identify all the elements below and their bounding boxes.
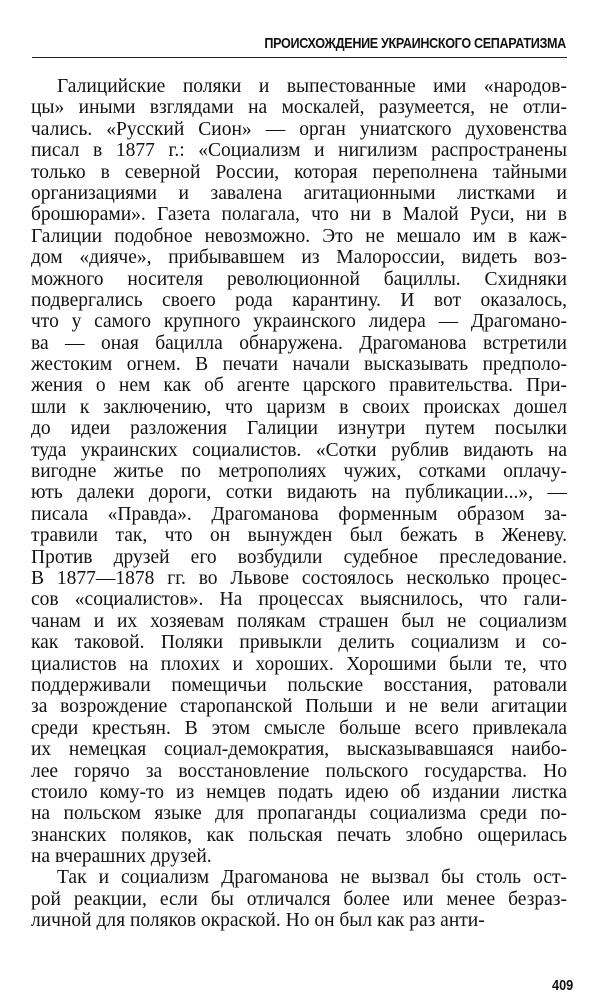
- text-line: жестоким огнем. В печати начали высказывать предполо-: [31, 354, 567, 376]
- text-line: подвергались своего рода карантину. И вот оказалось,: [31, 289, 567, 311]
- text-line: за возрождение старопанской Польши и не вели агитации: [31, 696, 567, 718]
- text-line: на вчерашних друзей.: [31, 846, 212, 868]
- text-line: среди крестьян. В этом смысле больше всего привлекала: [31, 717, 567, 739]
- text-line: туда украинских социалистов. «Сотки рублив видають на: [31, 439, 567, 461]
- text-line: шли к заключению, что царизм в своих происках дошел: [31, 396, 567, 418]
- body-text: [31, 76, 567, 932]
- text-line: личной для поляков окраской. Но он был как раз анти-: [31, 910, 485, 932]
- text-line: можного носителя революционной бациллы. Схидняки: [31, 268, 567, 290]
- text-line: что у самого крупного украинского лидера — Драгомано-: [31, 311, 567, 333]
- text-line: на польском языке для пропаганды социализма среди по-: [31, 803, 567, 825]
- paragraph: [31, 76, 567, 867]
- text-line: сов «социалистов». На процессах выяснилось, что гали-: [31, 589, 567, 611]
- text-line: циалистов на плохих и хороших. Хорошими были те, что: [31, 653, 567, 675]
- text-line: только в северной России, которая переполнена тайными: [31, 161, 567, 183]
- text-line: вигодне житье по метрополиях чужих, сотками оплачу-: [31, 461, 567, 483]
- text-line: ють далеки дороги, сотки видають на публикации...», —: [31, 482, 567, 504]
- text-line: писала «Правда». Драгоманова форменным образом за-: [31, 503, 567, 525]
- text-line: дом «дияче», прибывавшем из Малороссии, видеть воз-: [31, 247, 567, 269]
- text-line: рой реакции, если бы отличался более или менее безраз-: [31, 888, 567, 910]
- text-line: их немецкая социал-демократия, высказывавшаяся наибо-: [31, 739, 567, 761]
- text-line: лее горячо за восстановление польского государства. Но: [31, 760, 567, 782]
- text-line: как таковой. Поляки привыкли делить социализм и со-: [31, 632, 567, 654]
- text-line: Так и социализм Драгоманова не вызвал бы столь ост-: [57, 867, 567, 889]
- text-line: Галиции подобное невозможно. Это не мешало им в каж-: [31, 225, 567, 247]
- text-line: стоило кому-то из немцев подать идею об издании листка: [31, 781, 567, 803]
- text-line: Галицийские поляки и выпестованные ими «народов-: [57, 76, 567, 97]
- running-head: ПРОИСХОЖДЕНИЕ УКРАИНСКОГО СЕПАРАТИЗМА: [264, 35, 566, 52]
- text-line: травили так, что он вынужден был бежать в Женеву.: [31, 525, 567, 547]
- paragraph: [31, 867, 567, 931]
- text-line: знанских поляков, как польская печать злобно ощерилась: [31, 824, 567, 846]
- text-line: поддерживали помещичьи польские восстания, ратовали: [31, 674, 567, 696]
- text-line: до идеи разложения Галиции изнутри путем посылки: [31, 418, 567, 440]
- text-line: цы» иными взглядами на москалей, разумеется, не отли-: [31, 97, 567, 119]
- text-line: жения о нем как об агенте царского правительства. При-: [31, 375, 567, 397]
- text-line: организациями и завалена агитационными листками и: [31, 182, 567, 204]
- header-rule: [32, 57, 567, 58]
- text-line: ва — оная бацилла обнаружена. Драгоманова встретили: [31, 332, 567, 354]
- text-line: брошюрами». Газета полагала, что ни в Малой Руси, ни в: [31, 204, 567, 226]
- page-number: 409: [552, 977, 574, 994]
- text-line: писал в 1877 г.: «Социализм и нигилизм распространены: [31, 140, 567, 162]
- text-line: В 1877—1878 гг. во Львове состоялось несколько процес-: [31, 567, 567, 589]
- text-line: чались. «Русский Сион» — орган униатского духовенства: [31, 118, 567, 140]
- text-line: чанам и их хозяевам полякам страшен был не социализм: [31, 610, 567, 632]
- text-line: Против друзей его возбудили судебное преследование.: [31, 546, 567, 568]
